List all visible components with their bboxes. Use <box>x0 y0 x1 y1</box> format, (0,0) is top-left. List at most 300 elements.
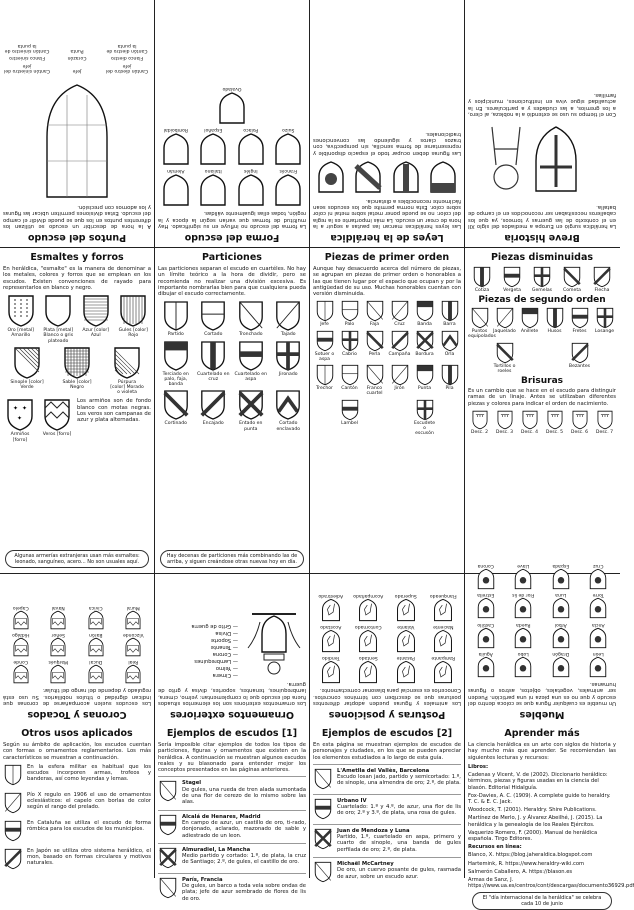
grid-item-label: Llave <box>517 563 530 569</box>
grid-item <box>363 364 386 396</box>
panel-title: Coronas y Tocados <box>27 709 127 720</box>
example-blazon: Partido, 1.º, cuartelado en aspa, primero y cuarto de sinople, una banda de gules perfilada de oro; 2.º, de plata. <box>337 834 461 853</box>
furs-text: Los armiños son de fondo blanco con motas negras. Los veros son campanas de azur y plata alternadas. <box>77 398 151 424</box>
grid-item <box>116 605 150 630</box>
grid-item-label: Volante <box>397 623 415 629</box>
grid-item <box>116 294 150 344</box>
grid-item-label: Torre <box>592 592 604 598</box>
grid-item <box>159 300 193 337</box>
grid-item-label: Bordura <box>415 351 434 357</box>
grid-item-label: Faja <box>369 322 380 328</box>
shield-icon <box>432 629 454 653</box>
shield-icon <box>365 364 385 386</box>
grid-item-label: Partido <box>167 332 184 338</box>
grid-item-label: Desc. 5 <box>545 429 564 435</box>
grid-item <box>338 364 361 396</box>
grid-item-label: Romboidal <box>163 126 188 132</box>
grid-item <box>159 340 193 388</box>
point-label: Cantón siniestro de la punta <box>4 43 50 54</box>
example-row <box>158 810 306 839</box>
grid-item-label: Cantón <box>341 386 358 392</box>
online-reference[interactable]: Hartemink, R. https://www.heraldry-wiki.com <box>468 860 585 867</box>
grid-item-label: Ancla <box>591 621 605 627</box>
panel-text: A la hora de describir un escudo se utilizan los diferentes puntos en los que se puede dividir el campo del escudo. Estas divisiones permiten ubicar las figuras y los adornos con precisión. <box>3 204 151 229</box>
shield-icon <box>3 848 23 870</box>
shield-icon <box>495 307 515 329</box>
grid-item <box>544 621 578 648</box>
grid-item-label: Flecha <box>594 288 610 293</box>
grid-item-label: Perla <box>368 351 381 357</box>
grid-item <box>543 410 566 435</box>
shield-icon <box>432 660 454 684</box>
example-text <box>337 828 461 853</box>
fur-item <box>3 398 37 442</box>
shape-grid <box>158 86 306 208</box>
usage-text: En la esfera militar es habitual que los escudos incorporen armas, trofeos y banderas, así como leyendas y lemas. <box>27 763 151 783</box>
book-reference: Vaquerizo Romero, F. (2000). Manual de heráldica española. Tirgo Editores. <box>468 829 598 842</box>
shield-icon <box>161 132 191 166</box>
example-row <box>158 843 306 869</box>
section-title: Brisuras <box>520 376 564 387</box>
grid-item-label: Marqués <box>48 659 69 665</box>
grid-item <box>413 364 436 396</box>
shield-icon <box>562 266 582 288</box>
panel-title: Piezas disminuidas <box>490 252 594 263</box>
shield-icon <box>162 300 190 332</box>
shield-icon <box>273 173 303 207</box>
grid-item-label: Estrella <box>477 592 495 598</box>
example-text <box>182 814 306 839</box>
shield-icon <box>391 160 421 194</box>
book-reference: Fox-Davies, A. C. (1909). A complete guide to heraldry. T. C. & E. C. Jack. <box>468 792 611 805</box>
shield-icon <box>390 364 410 386</box>
grid-item-label: Desc. 2 <box>470 429 489 435</box>
usage-row <box>3 764 151 786</box>
grid-item <box>196 168 230 207</box>
furs-row <box>3 398 151 442</box>
grid-item-label: Cortado <box>204 332 223 338</box>
shield-icon <box>316 160 346 194</box>
panel-text: Aunque hay desacuerdo acerca del número de piezas, se agrupan en piezas de primer orden o honorables a las que tienen lugar por el espacio que ocupan y por la antigüedad de su uso. Muchas honorables cuentan con versión disminuida. <box>313 266 461 298</box>
grid-item <box>438 300 461 327</box>
panel-title: Esmaltes y forros <box>30 252 124 263</box>
panel-title: Breve historia <box>504 232 580 243</box>
ornament-label: — Soporte <box>210 636 238 643</box>
grid-item <box>313 330 336 362</box>
shield-icon <box>6 294 36 328</box>
panel-aprender <box>465 724 634 907</box>
shield-icon <box>236 132 266 166</box>
grid-item <box>388 330 411 362</box>
shield-icon <box>513 568 533 590</box>
grid-item-label: Jaquelado <box>493 329 516 335</box>
grid-item <box>506 651 540 678</box>
law-example-shields <box>313 160 461 194</box>
grid-item <box>363 330 386 362</box>
shield-icon <box>390 300 410 322</box>
grid-item-label: León <box>592 650 604 656</box>
grid-item-label: Superado <box>394 592 417 598</box>
grid-item <box>338 330 361 362</box>
grid-item-label: Sinople [color] Verde <box>10 379 44 390</box>
panel-coronas <box>0 574 154 724</box>
grid-item-label: Vizconde <box>122 631 144 637</box>
grid-item <box>469 621 503 648</box>
grid-item <box>388 364 411 396</box>
example-blazon: De oro, un cuervo posante de gules, rasmada de azur, sobre un escudo azur. <box>337 867 461 880</box>
grid-item <box>79 294 113 344</box>
grid-item-label: Pila <box>445 386 454 392</box>
grid-item <box>314 655 348 684</box>
grid-item-label: Jironado <box>278 371 298 377</box>
grid-item-label: Sentado <box>358 655 378 661</box>
achievement-diagram <box>158 608 306 678</box>
panel-text: Es un cambio que se hace en el escudo para distinguir ramas de un linaje. Antes se utilizaban diferentes piezas y colores para indicar el orden de nacimiento. <box>468 388 616 407</box>
grid-item <box>561 266 584 293</box>
shield-icon <box>47 610 69 630</box>
note-box: Hay decenas de particiones más combinando las de arriba, y siguen creándose otras nuevas hoy en día. <box>160 550 304 568</box>
panel-posturas <box>310 574 464 724</box>
shield-icon <box>47 664 69 684</box>
grid-item <box>468 307 496 340</box>
grid-item <box>544 563 578 590</box>
shield-icon <box>395 660 417 684</box>
ornament-label: — Grito de guerra <box>191 622 238 629</box>
grid-item <box>506 563 540 590</box>
grid-item <box>493 410 516 435</box>
grid-item-label: Lobo <box>517 650 529 656</box>
grid-item-label: Naval <box>51 604 65 610</box>
panel-title: Ejemplos de escudos [2] <box>321 728 453 739</box>
grid-item-label: Cotiza <box>474 288 490 293</box>
shield-icon <box>495 342 515 364</box>
grid-item <box>426 593 460 622</box>
grid-item-label: Fretes <box>572 329 587 335</box>
shield-icon <box>199 389 227 421</box>
shield-icon <box>340 300 360 322</box>
grid-item <box>438 330 461 362</box>
grid-item-label: Flor de lis <box>512 592 535 598</box>
shield-icon <box>415 364 435 386</box>
grid-item <box>493 307 516 339</box>
grid-item <box>116 659 150 684</box>
shield-icon <box>118 294 148 328</box>
grid-item <box>388 300 411 327</box>
grid-item <box>234 168 268 207</box>
grid-item-label: Español <box>204 126 223 132</box>
panel-text: La ciencia heráldica es un arte con siglos de historia y hay mucho más que aprender. Se recomiendan las siguientes lecturas y recursos: <box>468 742 616 761</box>
grid-item <box>338 300 361 327</box>
panel-ejemplos-2 <box>310 724 464 878</box>
grid-item <box>60 346 94 396</box>
shield-icon <box>546 410 564 430</box>
grid-item-label: Orla <box>444 351 455 357</box>
grid-item <box>314 624 348 653</box>
grid-item <box>591 266 614 293</box>
panel-title: Forma del escudo <box>184 232 280 243</box>
grid-item-label: Cívica <box>88 604 103 610</box>
grid-item-label: Adiestrado <box>318 592 344 598</box>
example-blazon: De gules, un barco a toda vela sobre ondas de plata; jefe de azur sembrado de flores de lis de oro. <box>182 883 306 902</box>
grid-item <box>314 593 348 622</box>
online-reference[interactable]: Armas de Sanz, J. https://www.ua.es/centros/cont/descargas/documento36929.pdf <box>468 876 634 890</box>
shield-icon <box>320 629 342 653</box>
shield-icon <box>513 656 533 678</box>
shield-icon <box>122 610 144 630</box>
shield-icon <box>415 330 435 352</box>
book-reference: Martínez de Merlo, J. y Álvarez Abeilhé, J. (2015). La heráldica y la genealogía de los Reales Ejércitos. <box>468 815 603 828</box>
grid-item-label: Banda <box>417 322 432 328</box>
shield-icon <box>545 307 565 329</box>
online-reference[interactable]: Blanco, X. https://blog.jaheraldica.blogspot.com <box>468 852 593 859</box>
panel-text: Las figuras deben ocupar todo el espacio disponible y representarse de forma sencilla, sin perspectiva, con trazos claros y siguiendo las convenciones tradicionales. <box>313 130 461 156</box>
shield-icon <box>551 568 571 590</box>
shield-icon <box>274 389 302 421</box>
shield-icon <box>237 300 265 332</box>
grid-item <box>215 86 249 125</box>
grid-item-label: Tronchado <box>238 332 263 338</box>
usage-text: En Japón se utiliza otro sistema heráldico, el mon, basado en formas circulares y motivos naturales. <box>27 847 151 867</box>
shield-icon <box>340 330 360 352</box>
point-label: Flanco diestro <box>110 55 144 61</box>
grid-item-label: Oro [metal] Amarillo <box>7 328 34 339</box>
point-label: Flanco siniestro <box>9 55 45 61</box>
panel-muebles <box>465 563 619 724</box>
grid-item-label: Barra <box>443 322 456 328</box>
panel-text: Un mueble es cualquier figura que se coloca dentro del escudo y que no es una pieza ni una partición. Pueden ser animales, vegetales, objetos, astros o figuras humanas. <box>468 681 616 706</box>
crown-grid <box>3 605 151 685</box>
grid-item <box>313 300 336 327</box>
grid-item <box>41 605 75 630</box>
grid-item <box>468 410 491 435</box>
panel-otros-usos <box>0 724 154 878</box>
second-order-grid <box>468 307 616 374</box>
grid-item-label: Conde <box>13 659 29 665</box>
shield-icon <box>162 340 190 372</box>
example-list <box>313 764 461 883</box>
shield-icon <box>313 861 333 883</box>
panel-text: En esta página se muestran ejemplos de escudos de personajes y ciudades, en los que se pueden apreciar los elementos estudiados a lo largo de esta guía. <box>313 742 461 761</box>
grid-item <box>79 605 113 630</box>
grid-item-label: Entado en punta <box>239 421 263 432</box>
shield-icon <box>513 597 533 619</box>
grid-item-label: Cuartelado en cruz <box>197 371 230 382</box>
grid-item <box>4 632 38 657</box>
point-label: Corazón <box>67 55 87 61</box>
shield-icon <box>3 792 23 814</box>
example-name: París, Francia <box>182 876 223 883</box>
grid-item <box>110 346 144 396</box>
grid-item <box>234 340 268 388</box>
shield-icon <box>85 637 107 657</box>
grid-item <box>234 300 268 337</box>
shield-icon <box>3 820 23 842</box>
grid-item-label: Escudete o escusón <box>413 420 436 436</box>
point-label: Cantón diestro del jefe <box>105 62 149 73</box>
shield-icon <box>357 660 379 684</box>
shield-icon <box>502 266 522 288</box>
grid-item <box>413 330 436 362</box>
point-label: Jefe <box>72 67 82 73</box>
tincture-grid <box>3 294 151 395</box>
grid-item <box>581 563 615 590</box>
panel-text: Según su ámbito de aplicación, los escudos cuentan con formas o ornamentos reglamentarios. Los más característicos se muestran a continuación. <box>3 742 151 761</box>
grid-item-label: Sotuer o aspa <box>314 351 335 362</box>
shield-icon <box>357 598 379 622</box>
grid-item <box>351 593 385 622</box>
grid-item-label: Desc. 4 <box>520 429 539 435</box>
grid-item-label: Espada <box>552 563 570 569</box>
grid-item-label: Bezantes <box>568 363 591 369</box>
grid-item <box>389 593 423 622</box>
grid-item-label: Real <box>128 659 139 665</box>
grid-item <box>568 307 591 339</box>
usage-text: Pío X regulo en 1906 el uso de ornamentos eclesiásticos: el capelo con borlas de color según el rango del prelado. <box>27 791 151 811</box>
achievement-illustration <box>242 608 306 678</box>
shield-icon <box>313 768 333 790</box>
example-list <box>158 776 306 902</box>
grid-item <box>41 632 75 657</box>
grid-item-label: Luna <box>555 592 567 598</box>
grid-item <box>568 410 591 435</box>
panel-ejemplos-1 <box>155 724 309 902</box>
example-text <box>182 847 306 869</box>
grid-item <box>544 651 578 678</box>
note-box: Algunas armerías extranjeras usan más esmaltes: leonado, sanguíneo, acero... No son usuales aquí. <box>5 550 149 568</box>
grid-item-label: Cabrio <box>342 351 357 357</box>
grid-item-label: Gules [color] Rojo <box>118 328 148 339</box>
panel-leyes <box>310 0 464 247</box>
shield-icon <box>162 389 190 421</box>
panel-title: Particiones <box>202 252 262 263</box>
grid-item-label: Hidalgo <box>12 631 30 637</box>
ornament-label: — Divisa <box>215 629 238 636</box>
diminutive-grid <box>468 266 616 293</box>
grid-item <box>41 294 75 344</box>
shield-icon <box>353 160 383 194</box>
grid-item <box>41 659 75 684</box>
shield-icon <box>10 664 32 684</box>
shield-icon <box>315 330 335 352</box>
shield-icon <box>237 389 265 421</box>
ermine-icon <box>5 398 35 432</box>
grid-item-label: Águila <box>478 650 493 656</box>
knight-illustration <box>468 121 616 201</box>
grid-item-label: Palo <box>344 322 355 328</box>
grid-item-label: Husos <box>547 329 562 335</box>
grid-item-label: Castillo <box>477 621 495 627</box>
shield-icon <box>520 307 540 329</box>
shield-icon <box>365 300 385 322</box>
grid-item-label: Capelo <box>12 604 29 610</box>
vair-icon <box>42 398 72 432</box>
shield-icon <box>476 597 496 619</box>
shield-icon <box>440 330 460 352</box>
shield-icon <box>440 300 460 322</box>
example-name: Almuradiel, La Mancha <box>182 846 251 853</box>
online-heading: Recursos en línea: <box>468 844 522 851</box>
books-heading: Libros: <box>468 763 489 770</box>
example-blazon: Escudo losan jado, partido y semicortado: 1.º, de sinople, una almendra de oro; 2.º, de plata. <box>337 774 461 787</box>
grid-item <box>389 655 423 684</box>
panel-text: En heráldica, "esmalte" es la manera de denominar a los metales, colores y forros que se emplean en los escudos. Existen convenciones de rayado para representarlos en blanco y negro. <box>3 266 151 291</box>
usage-list <box>3 764 151 870</box>
example-blazon: Medio partido y cortado: 1.º, de plata, la cruz de Santiago; 2.º, de gules, el castillo de oro. <box>182 853 306 866</box>
grid-item <box>338 399 361 437</box>
example-name: L'Ametlla del Vallès, Barcelona <box>337 767 430 774</box>
grid-item <box>4 294 38 344</box>
grid-item-label: Barón <box>89 631 103 637</box>
grid-item-label: Tortillos o roeles <box>493 363 516 374</box>
grid-item <box>159 127 193 166</box>
grid-item <box>469 651 503 678</box>
grid-item <box>469 592 503 619</box>
grid-item-label: Jefe <box>320 322 329 328</box>
panel-text: Con el tiempo su uso se extendió a la nobleza, al clero, a los gremios, a las ciudades y a particulares. En la actualidad sigue viva en instituciones, municipios y familias. <box>468 91 616 117</box>
grid-item-label: Desc. 3 <box>495 429 514 435</box>
grid-item-label: Suizo <box>282 126 295 132</box>
grid-item <box>351 655 385 684</box>
grid-item <box>116 632 150 657</box>
shield-icon <box>10 610 32 630</box>
grid-item <box>544 592 578 619</box>
grid-item <box>196 389 230 431</box>
grid-item <box>363 300 386 327</box>
shield-icon <box>595 307 615 329</box>
grid-item-label: Francés <box>279 168 298 174</box>
shield-icon <box>592 266 612 288</box>
grid-item <box>271 340 305 388</box>
panel-breve-historia <box>465 0 619 247</box>
grid-item-label: Árbol <box>554 621 567 627</box>
grid-item-label: Italiano <box>204 168 222 174</box>
shield-icon <box>158 780 178 802</box>
grid-item <box>581 621 615 648</box>
grid-item-label: Dragón <box>552 650 570 656</box>
shield-icon <box>428 160 458 194</box>
shield-icon <box>496 410 514 430</box>
shield-icon <box>357 629 379 653</box>
shield-icon <box>10 637 32 657</box>
shield-icon <box>588 568 608 590</box>
grid-item-label: Rueda <box>516 621 531 627</box>
shield-icon <box>521 410 539 430</box>
grid-item-label: Acostado <box>320 623 342 629</box>
panel-text: Los ornamentos exteriores son los elementos situados fuera del escudo que lo complementan: yelmo, cimera, lambrequines, tenantes, soportes, divisa y grito de guerra. <box>158 681 306 706</box>
shield-icon <box>320 598 342 622</box>
grid-item-label: Púrpura [color] Morado o violeta <box>110 379 144 396</box>
fur-item <box>40 398 74 442</box>
grid-item <box>271 389 305 431</box>
panel-title: Muebles <box>519 709 565 720</box>
shield-icon <box>237 340 265 372</box>
grid-item <box>581 592 615 619</box>
online-reference[interactable]: Salmerón Caballero, A. https://blason.es <box>468 868 573 875</box>
usage-row <box>3 792 151 814</box>
grid-item <box>543 307 566 339</box>
panel-esmaltes <box>0 248 154 573</box>
grid-item <box>4 605 38 630</box>
shield-icon <box>513 627 533 649</box>
brisure-grid <box>468 410 616 435</box>
grid-item <box>518 307 541 339</box>
fur-label: Armiños [forro] <box>10 432 30 443</box>
example-blazon: De gules, una rueda de tren alada sumontada de una flor de cerezo de lo mismo sobre las alas. <box>182 786 306 806</box>
grid-item-label: Sable [color] Negro <box>62 379 92 390</box>
shield-icon <box>198 132 228 166</box>
shield-icon <box>470 307 490 329</box>
grid-item <box>518 410 541 435</box>
